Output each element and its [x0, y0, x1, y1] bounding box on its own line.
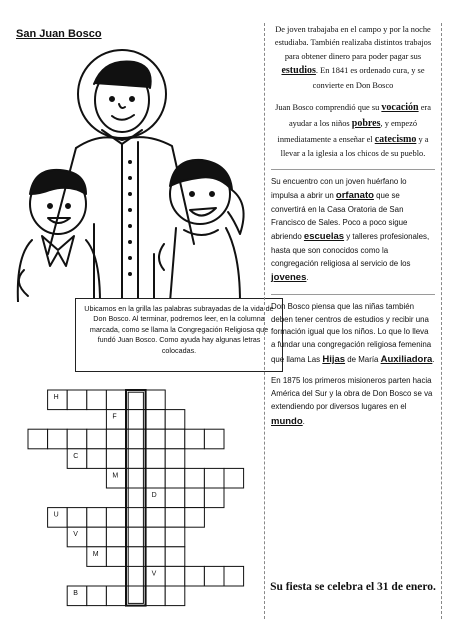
boy-child	[18, 170, 100, 302]
girl-child	[159, 160, 244, 302]
crossword-cell	[146, 390, 166, 410]
story-paragraph-4: Don Bosco piensa que las niñas también deben tener centros de estudios y recibir una formación igual que los niños. Lo que lo lleva a fundar una congregación religiosa femenina que llama Las Hijas de María Auxiliadora.	[271, 301, 435, 365]
answer-word-jovenes: jovenes	[271, 272, 307, 284]
crossword-grid	[22, 384, 254, 614]
crossword-hint-letter: V	[73, 531, 78, 539]
crossword-cell	[106, 508, 126, 528]
story-paragraph-2: Juan Bosco comprendió que su vocación era ayudar a los niños pobres, y empezó inmediatamente a enseñar el catecismo y a llevar a la iglesia a los chicos de su pueblo.	[275, 101, 431, 159]
crossword-cell	[185, 429, 205, 449]
story-panel	[264, 23, 442, 619]
crossword-cell	[165, 586, 185, 606]
crossword-cell	[48, 429, 68, 449]
crossword-cell	[146, 429, 166, 449]
crossword-hint-letter: D	[151, 492, 157, 499]
crossword-cell	[185, 508, 205, 528]
crossword-key-cell	[126, 468, 146, 488]
answer-word-estudios: estudios	[281, 64, 316, 76]
crossword-cell	[106, 586, 126, 606]
crossword-cell	[204, 566, 224, 586]
crossword-cell	[146, 527, 166, 547]
crossword-cell	[67, 429, 87, 449]
answer-word-auxiliadora: Auxiliadora	[380, 353, 433, 365]
crossword-cell	[87, 429, 107, 449]
story-paragraph-1: De joven trabajaba en el campo y por la noche estudiaba. También realizaba distintos trabajos para obtener dinero para poder pagar sus estudios. En 1841 es ordenado cura, y se convierte en Don Bosco	[274, 25, 432, 90]
crossword-key-cell	[126, 449, 146, 469]
answer-word-mundo: mundo	[271, 415, 303, 427]
answer-word-catecismo: catecismo	[374, 133, 417, 145]
crossword-cell	[106, 527, 126, 547]
crossword-cell	[224, 566, 244, 586]
crossword-cell	[185, 488, 205, 508]
crossword-cell	[146, 410, 166, 430]
crossword-hint-letter: B	[73, 590, 78, 597]
crossword-cell	[165, 429, 185, 449]
crossword-cell	[87, 527, 107, 547]
answer-word-hijas: Hijas	[322, 353, 346, 365]
crossword-cell	[87, 586, 107, 606]
crossword-cell	[204, 488, 224, 508]
crossword-cell	[165, 527, 185, 547]
crossword-hint-letter: C	[73, 452, 79, 460]
crossword-hint-letter: H	[53, 394, 59, 401]
crossword-cell	[87, 390, 107, 410]
crossword-cell	[204, 468, 224, 488]
crossword-cell	[165, 410, 185, 430]
answer-word-vocacion: vocación	[381, 101, 419, 113]
crossword-cell	[146, 547, 166, 567]
instructions-box: Ubicamos en la grilla las palabras subrayadas de la vida de Don Bosco. Al terminar, podremos leer, en la columna marcada, como se llama la Congregación Religiosa que fundó Juan Bosco. Como ayuda hay algunas letras colocadas.	[75, 298, 283, 372]
crossword-cell	[106, 547, 126, 567]
crossword-key-cell	[126, 547, 146, 567]
crossword-cell	[146, 586, 166, 606]
crossword-cell	[87, 508, 107, 528]
crossword-key-cell	[126, 390, 146, 410]
crossword-key-cell	[126, 410, 146, 430]
crossword-hint-letter: V	[151, 570, 157, 578]
crossword-cell	[165, 468, 185, 488]
divider	[271, 169, 435, 170]
answer-word-pobres: pobres	[351, 117, 381, 129]
crossword-cell	[185, 468, 205, 488]
story-paragraph-3: Su encuentro con un joven huérfano lo impulsa a abrir un orfanato que se convertirá en la Casa Oratoria de San Francisco de Sales. Poco a poco sigue abriendo escuelas y talleres profesionales, hasta que son conocidos como la congregación religiosa al servicio de los jovenes.	[271, 176, 430, 284]
crossword-key-cell	[126, 586, 146, 606]
crossword-cell	[224, 468, 244, 488]
crossword-hint-letter: F	[112, 413, 117, 421]
crossword-cell	[165, 488, 185, 508]
story-paragraph-5: En 1875 los primeros misioneros parten hacia América del Sur y la obra de Don Bosco se va extendiendo por diversos lugares en el mundo.	[271, 376, 433, 427]
crossword-cell	[146, 468, 166, 488]
crossword-cell	[28, 429, 48, 449]
crossword-cell	[87, 449, 107, 469]
crossword-cell	[165, 547, 185, 567]
crossword-cell	[67, 508, 87, 528]
crossword-key-cell	[126, 508, 146, 528]
divider	[271, 294, 435, 295]
crossword-key-cell	[126, 527, 146, 547]
answer-word-orfanato: orfanato	[335, 190, 374, 202]
crossword-hint-letter: U	[53, 511, 59, 519]
crossword-cell	[165, 449, 185, 469]
feast-day-note: Su fiesta se celebra el 31 de enero.	[270, 581, 436, 593]
crossword-cell	[146, 508, 166, 528]
crossword-cell	[165, 566, 185, 586]
crossword-cell	[67, 390, 87, 410]
crossword-hint-letter: M	[92, 550, 99, 558]
crossword-hint-letter: M	[112, 472, 119, 480]
crossword-cell	[185, 566, 205, 586]
crossword-cell	[165, 508, 185, 528]
crossword-cell	[146, 449, 166, 469]
crossword-key-cell	[126, 429, 146, 449]
crossword-cell	[106, 449, 126, 469]
crossword-cell	[106, 429, 126, 449]
crossword-cell	[106, 390, 126, 410]
crossword-cell	[204, 429, 224, 449]
answer-word-escuelas: escuelas	[303, 231, 345, 243]
page-title: San Juan Bosco	[16, 28, 102, 40]
juan-bosco-illustration	[4, 44, 276, 302]
